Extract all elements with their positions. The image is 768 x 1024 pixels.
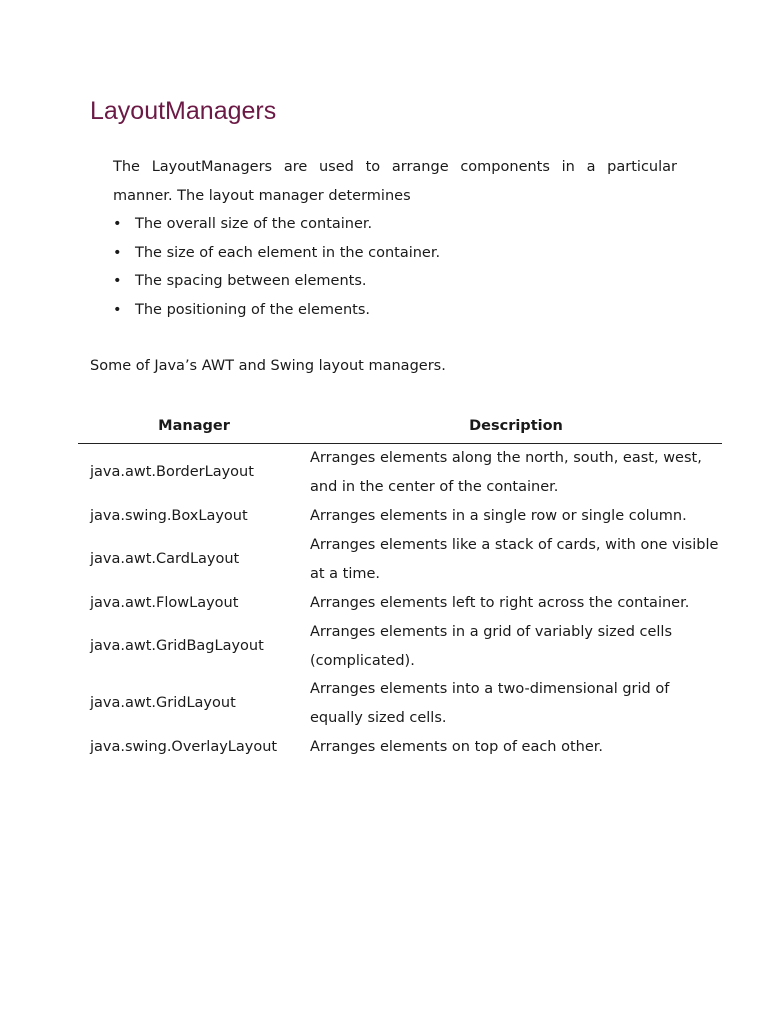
intro-paragraph: The LayoutManagers are used to arrange components in a particular manner. The layout manager determines <box>113 159 677 204</box>
table-row <box>78 675 722 732</box>
description-cell: Arranges elements left to right across the container. <box>310 594 690 611</box>
manager-cell: java.swing.BoxLayout <box>90 507 248 524</box>
bullet-icon: • <box>113 216 122 232</box>
description-cell: Arranges elements along the north, south, east, west, and in the center of the container. <box>310 450 702 495</box>
description-cell: Arranges elements on top of each other. <box>310 738 604 755</box>
page-title: LayoutManagers <box>90 97 277 125</box>
list-item-text: The overall size of the container. <box>135 216 373 232</box>
table-row <box>78 618 722 675</box>
table-intro-text: Some of Java’s AWT and Swing layout managers. <box>90 358 446 374</box>
bullet-icon: • <box>113 301 122 318</box>
table-row <box>78 531 722 588</box>
list-item <box>113 239 440 268</box>
table-row <box>78 588 722 618</box>
description-cell: Arranges elements in a single row or single column. <box>310 507 687 524</box>
list-item-text: The size of each element in the container. <box>135 244 441 261</box>
description-cell: Arranges elements like a stack of cards, with one visible at a time. <box>310 537 719 582</box>
bullet-list <box>113 210 440 324</box>
manager-cell: java.awt.GridLayout <box>90 695 236 712</box>
bullet-icon: • <box>113 244 122 261</box>
table-header-row <box>78 409 722 444</box>
description-cell: Arranges elements in a grid of variably sized cells (complicated). <box>310 624 673 669</box>
table-row <box>78 501 722 531</box>
bullet-icon: • <box>113 273 122 289</box>
manager-cell: java.awt.GridBagLayout <box>90 638 264 655</box>
list-item <box>113 210 440 239</box>
layout-managers-table <box>78 409 722 762</box>
table-row <box>78 732 722 762</box>
manager-cell: java.swing.OverlayLayout <box>90 738 278 755</box>
list-item-text: The positioning of the elements. <box>135 301 370 318</box>
list-item-text: The spacing between elements. <box>135 273 367 289</box>
manager-cell: java.awt.FlowLayout <box>90 594 239 611</box>
table-row <box>78 444 722 502</box>
list-item <box>113 267 440 296</box>
column-header-description: Description <box>310 409 722 444</box>
description-cell: Arranges elements into a two-dimensional grid of equally sized cells. <box>310 681 670 726</box>
list-item <box>113 296 440 325</box>
column-header-manager: Manager <box>78 409 310 444</box>
manager-cell: java.awt.CardLayout <box>90 551 240 568</box>
manager-cell: java.awt.BorderLayout <box>90 464 254 481</box>
